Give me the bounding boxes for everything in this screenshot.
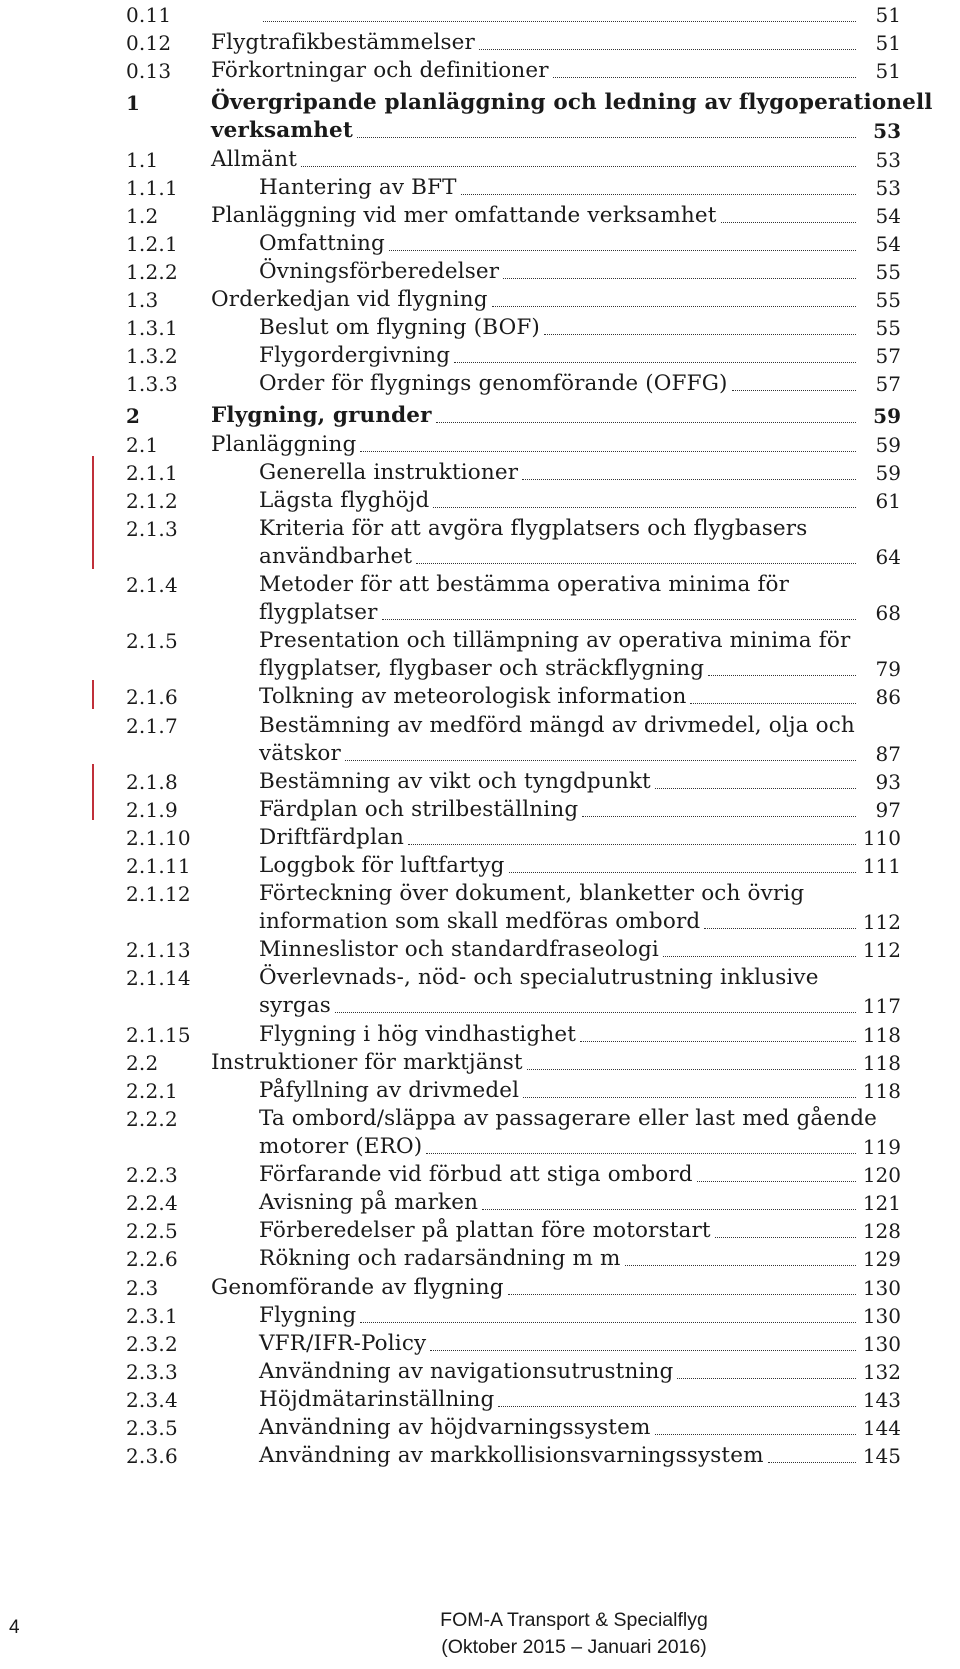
toc-entry-page: 51: [875, 59, 901, 84]
toc-entry-title: verksamhet: [211, 116, 357, 146]
toc-entry-page: 59: [873, 404, 901, 429]
toc-entry-title: Loggbok för luftfartyg: [259, 851, 509, 881]
toc-entry[interactable]: [0, 0, 960, 28]
toc-entry[interactable]: [0, 201, 960, 229]
toc-entry-number: 2.1.14: [126, 966, 191, 991]
toc-entry-title: vätskor: [259, 739, 345, 769]
toc-entry-page: 93: [875, 769, 901, 794]
dot-leader: [704, 928, 856, 929]
toc-entry-title: Instruktioner för marktjänst: [211, 1048, 527, 1078]
toc-entry-number: 2.1.5: [126, 629, 178, 654]
toc-entry-page: 64: [875, 544, 901, 569]
toc-entry-number: 1.1: [126, 147, 159, 172]
toc-entry-title: Förfarande vid förbud att stiga ombord: [259, 1160, 697, 1190]
dot-leader: [416, 563, 856, 564]
toc-entry-title: Förteckning över dokument, blanketter och övrig: [259, 879, 808, 909]
dot-leader: [360, 1322, 856, 1323]
toc-entry[interactable]: [0, 1441, 960, 1469]
dot-leader: [454, 362, 856, 363]
toc-entry-number: 0.11: [126, 3, 172, 27]
toc-entry-page: 112: [862, 910, 901, 935]
toc-entry-number: 2.2: [126, 1050, 159, 1075]
toc-entry-page: 118: [862, 1050, 901, 1075]
toc-entry-title: Färdplan och strilbeställning: [259, 795, 582, 825]
toc-entry-number: 1.1.1: [126, 175, 178, 200]
toc-entry-title: [259, 0, 263, 30]
dot-leader: [408, 844, 856, 845]
toc-entry-title: Bestämning av medförd mängd av drivmedel, olja och: [259, 711, 859, 741]
toc-entry-page: 53: [875, 147, 901, 172]
toc-entry-page: 143: [862, 1387, 901, 1412]
toc-entry-page: 68: [875, 601, 901, 626]
toc-entry-number: 2.1.10: [126, 825, 191, 850]
toc-entry-title: flygplatser: [259, 598, 382, 628]
change-bar: [92, 456, 94, 569]
dot-leader: [301, 166, 856, 167]
toc-entry-title: Generella instruktioner: [259, 458, 522, 488]
dot-leader: [544, 334, 856, 335]
toc-entry[interactable]: [0, 711, 960, 767]
toc-entry-page: 55: [875, 316, 901, 341]
toc-entry[interactable]: [0, 1188, 960, 1216]
toc-entry-number: 1.3.1: [126, 316, 178, 341]
toc-entry[interactable]: [0, 1244, 960, 1272]
toc-entry-page: 145: [862, 1444, 901, 1469]
toc-entry-number: 2.3.5: [126, 1416, 178, 1440]
toc-entry-number: 2.2.3: [126, 1163, 178, 1188]
toc-entry-page: 132: [862, 1359, 901, 1384]
toc-entry-page: 118: [862, 1022, 901, 1047]
toc-entry[interactable]: [0, 257, 960, 285]
toc-entry[interactable]: [0, 1385, 960, 1413]
toc-entry-title: Driftfärdplan: [259, 823, 408, 853]
toc-entry-number: 2.3.1: [126, 1303, 178, 1328]
toc-entry-title: användbarhet: [259, 542, 416, 572]
toc-entry-title: Planläggning: [211, 430, 360, 460]
toc-entry-title: Övergripande planläggning och ledning av flygoperationell: [211, 88, 937, 118]
toc-entry[interactable]: [0, 823, 960, 851]
change-bar: [92, 764, 94, 820]
toc-entry[interactable]: [0, 1160, 960, 1188]
toc-entry-page: 129: [862, 1247, 901, 1272]
toc-entry-page: 110: [862, 825, 901, 850]
toc-entry-title: Påfyllning av drivmedel: [259, 1076, 523, 1106]
toc-entry-title: Ta ombord/släppa av passagerare eller last med gående: [259, 1104, 881, 1134]
toc-entry[interactable]: [0, 851, 960, 879]
toc-entry-page: 61: [875, 488, 901, 513]
toc-entry-page: 55: [875, 259, 901, 284]
dot-leader: [715, 1237, 856, 1238]
toc-entry-page: 59: [875, 460, 901, 485]
toc-entry-number: 2.1.13: [126, 938, 191, 963]
toc-entry-number: 2.1.15: [126, 1022, 191, 1047]
toc-entry-page: 51: [875, 31, 901, 56]
toc-entry-title: Bestämning av vikt och tyngdpunkt: [259, 767, 655, 797]
toc-entry-title: Metoder för att bestämma operativa minima för: [259, 570, 793, 600]
toc-entry-title: Avisning på marken: [259, 1188, 482, 1218]
toc-entry-page: 87: [875, 741, 901, 766]
toc-entry-number: 1: [126, 91, 141, 116]
toc-entry-number: 1.2: [126, 203, 159, 228]
toc-entry-number: 2.2.1: [126, 1078, 178, 1103]
dot-leader: [690, 703, 856, 704]
toc-entry-number: 2.2.4: [126, 1191, 178, 1216]
dot-leader: [461, 194, 856, 195]
toc-entry[interactable]: [0, 767, 960, 795]
dot-leader: [768, 1462, 856, 1463]
toc-entry[interactable]: [0, 1104, 960, 1160]
toc-entry-page: 118: [862, 1078, 901, 1103]
toc-entry-number: 2.3.6: [126, 1444, 178, 1469]
toc-entry-title: information som skall medföras ombord: [259, 907, 704, 937]
dot-leader: [382, 619, 856, 620]
toc-entry-page: 130: [862, 1275, 901, 1300]
toc-entry-title: Kriteria för att avgöra flygplatsers och flygbasers: [259, 514, 811, 544]
toc-entry-number: 2.1: [126, 432, 159, 457]
toc-entry-page: 119: [862, 1134, 901, 1159]
toc-entry[interactable]: [0, 401, 960, 429]
toc-entry-number: 2: [126, 404, 141, 429]
footer-title-line: FOM-A Transport & Specialflyg: [440, 1609, 708, 1631]
dot-leader: [527, 1069, 856, 1070]
toc-entry[interactable]: [0, 879, 960, 935]
toc-entry-number: 2.1.2: [126, 488, 178, 513]
toc-entry-page: 120: [862, 1163, 901, 1188]
dot-leader: [523, 1097, 856, 1098]
toc-entry[interactable]: [0, 795, 960, 823]
toc-entry[interactable]: [0, 56, 960, 84]
toc-entry[interactable]: [0, 1048, 960, 1076]
footer-date-line: (Oktober 2015 – Januari 2016): [441, 1636, 707, 1658]
toc-entry-number: 2.3: [126, 1275, 159, 1300]
toc-entry-title: Flygning: [259, 1301, 360, 1331]
toc-entry-title: syrgas: [259, 991, 335, 1021]
toc-entry[interactable]: [0, 514, 960, 570]
dot-leader: [663, 956, 856, 957]
footer-document-title: [384, 1607, 764, 1661]
toc-entry-number: 2.2.2: [126, 1106, 178, 1131]
toc-entry-title: Förberedelser på plattan före motorstart: [259, 1216, 715, 1246]
toc-entry-title: Överlevnads-, nöd- och specialutrustning inklusive: [259, 963, 823, 993]
toc-entry-page: 54: [875, 203, 901, 228]
toc-entry-title: Minneslistor och standardfraseologi: [259, 935, 663, 965]
toc-entry-title: Orderkedjan vid flygning: [211, 285, 492, 315]
toc-entry[interactable]: [0, 682, 960, 710]
dot-leader: [357, 137, 856, 138]
toc-entry-page: 59: [875, 432, 901, 457]
toc-entry-page: 53: [873, 119, 901, 144]
toc-entry-number: 2.1.7: [126, 713, 178, 738]
dot-leader: [721, 222, 856, 223]
footer-page-number: 4: [9, 1617, 20, 1638]
toc-entry[interactable]: [0, 313, 960, 341]
toc-entry[interactable]: [0, 1413, 960, 1441]
dot-leader: [708, 675, 856, 676]
toc-entry-title: Rökning och radarsändning m m: [259, 1244, 625, 1274]
toc-entry-number: 2.1.8: [126, 769, 178, 794]
toc-entry-title: Presentation och tillämpning av operativa minima för: [259, 626, 854, 656]
change-bar: [92, 680, 94, 709]
dot-leader: [436, 422, 856, 423]
toc-entry[interactable]: [0, 1301, 960, 1329]
toc-entry-number: 2.1.1: [126, 460, 178, 485]
toc-entry-page: 55: [875, 288, 901, 312]
toc-entry-title: Lägsta flyghöjd: [259, 486, 433, 516]
toc-entry[interactable]: [0, 369, 960, 397]
toc-entry-page: 121: [862, 1191, 901, 1216]
toc-entry-title: Order för flygnings genomförande (OFFG): [259, 369, 732, 399]
toc-entry-number: 2.2.5: [126, 1219, 178, 1244]
dot-leader: [360, 451, 856, 452]
dot-leader: [677, 1378, 856, 1379]
toc-entry-title: VFR/IFR-Policy: [259, 1329, 430, 1359]
toc-entry[interactable]: [0, 963, 960, 1019]
toc-entry-title: Användning av höjdvarningssystem: [259, 1413, 655, 1443]
toc-entry-page: 144: [862, 1416, 901, 1440]
toc-entry-number: 2.1.3: [126, 516, 178, 541]
toc-entry[interactable]: [0, 1216, 960, 1244]
dot-leader: [492, 306, 856, 307]
dot-leader: [345, 760, 856, 761]
toc-entry-title: flygplatser, flygbaser och sträckflygning: [259, 654, 708, 684]
dot-leader: [433, 507, 856, 508]
toc-entry-page: 86: [875, 685, 901, 710]
toc-entry[interactable]: [0, 145, 960, 173]
toc-entry[interactable]: [0, 341, 960, 369]
dot-leader: [389, 250, 856, 251]
dot-leader: [582, 816, 856, 817]
toc-entry-page: 51: [875, 3, 901, 27]
toc-entry-page: 79: [875, 657, 901, 682]
toc-entry-page: 97: [875, 797, 901, 822]
dot-leader: [509, 872, 856, 873]
toc-entry[interactable]: [0, 1076, 960, 1104]
toc-entry-title: Flygtrafikbestämmelser: [211, 28, 479, 58]
toc-entry-page: 112: [862, 938, 901, 963]
toc-entry[interactable]: [0, 430, 960, 458]
toc-entry[interactable]: [0, 1020, 960, 1048]
toc-entry-title: Allmänt: [211, 145, 301, 175]
toc-entry-number: 2.1.12: [126, 882, 191, 907]
dot-leader: [263, 21, 856, 22]
toc-entry[interactable]: [0, 229, 960, 257]
toc-entry-title: Användning av markkollisionsvarningssystem: [259, 1441, 768, 1471]
toc-entry[interactable]: [0, 1273, 960, 1301]
toc-entry[interactable]: [0, 458, 960, 486]
toc-entry-title: Tolkning av meteorologisk information: [259, 682, 690, 712]
toc-entry-number: 1.2.2: [126, 259, 178, 284]
toc-entry-title: Flygordergivning: [259, 341, 454, 371]
dot-leader: [625, 1265, 856, 1266]
toc-entry[interactable]: [0, 1329, 960, 1357]
toc-entry-page: 57: [875, 372, 901, 397]
toc-entry-number: 1.3.2: [126, 344, 178, 369]
toc-entry[interactable]: [0, 626, 960, 682]
dot-leader: [335, 1012, 856, 1013]
dot-leader: [482, 1209, 856, 1210]
toc-entry-number: 1.3: [126, 288, 159, 312]
toc-entry-title: Användning av navigationsutrustning: [259, 1357, 677, 1387]
toc-entry-number: 0.12: [126, 31, 172, 56]
toc-entry-number: 2.3.3: [126, 1359, 178, 1384]
dot-leader: [522, 479, 856, 480]
toc-entry-page: 130: [862, 1331, 901, 1356]
dot-leader: [479, 49, 856, 50]
toc-entry[interactable]: [0, 570, 960, 626]
toc-entry-page: 111: [862, 854, 901, 878]
dot-leader: [426, 1153, 856, 1154]
dot-leader: [580, 1041, 856, 1042]
toc-entry-number: 2.1.4: [126, 573, 178, 597]
toc-entry-number: 2.1.6: [126, 685, 178, 710]
dot-leader: [655, 788, 856, 789]
toc-entry-number: 0.13: [126, 59, 172, 84]
toc-entry-number: 2.1.11: [126, 854, 191, 878]
toc-entry-title: Höjdmätarinställning: [259, 1385, 498, 1415]
toc-entry-title: Flygning, grunder: [211, 401, 436, 431]
toc-entry-page: 117: [862, 994, 901, 1019]
toc-entry-title: Övningsförberedelser: [259, 257, 503, 287]
dot-leader: [697, 1181, 856, 1182]
toc-entry-title: Genomförande av flygning: [211, 1273, 508, 1303]
toc-entry-page: 130: [862, 1303, 901, 1328]
toc-entry-number: 1.2.1: [126, 231, 178, 256]
toc-entry[interactable]: [0, 1357, 960, 1385]
toc-entry-page: 57: [875, 344, 901, 369]
toc-entry-title: Hantering av BFT: [259, 173, 461, 203]
toc-entry[interactable]: [0, 285, 960, 313]
toc-entry[interactable]: [0, 935, 960, 963]
dot-leader: [503, 278, 856, 279]
toc-entry[interactable]: [0, 486, 960, 514]
dot-leader: [553, 77, 856, 78]
dot-leader: [732, 390, 856, 391]
toc-entry-title: Omfattning: [259, 229, 389, 259]
dot-leader: [508, 1294, 856, 1295]
toc-entry-number: 1.3.3: [126, 372, 178, 397]
toc-entry-title: Planläggning vid mer omfattande verksamhet: [211, 201, 721, 231]
toc-entry-title: motorer (ERO): [259, 1132, 426, 1162]
toc-entry-number: 2.2.6: [126, 1247, 178, 1272]
toc-entry-number: 2.3.2: [126, 1331, 178, 1356]
dot-leader: [498, 1406, 856, 1407]
toc-entry-page: 128: [862, 1219, 901, 1244]
toc-entry-number: 2.3.4: [126, 1387, 178, 1412]
toc-entry-number: 2.1.9: [126, 797, 178, 822]
toc-entry[interactable]: [0, 28, 960, 56]
toc-entry-page: 53: [875, 175, 901, 200]
toc-entry[interactable]: [0, 88, 960, 144]
dot-leader: [430, 1350, 856, 1351]
toc-entry[interactable]: [0, 173, 960, 201]
toc-entry-page: 54: [875, 231, 901, 256]
toc-entry-title: Förkortningar och definitioner: [211, 56, 553, 86]
toc-entry-title: Beslut om flygning (BOF): [259, 313, 544, 343]
toc-entry-title: Flygning i hög vindhastighet: [259, 1020, 580, 1050]
dot-leader: [655, 1434, 856, 1435]
